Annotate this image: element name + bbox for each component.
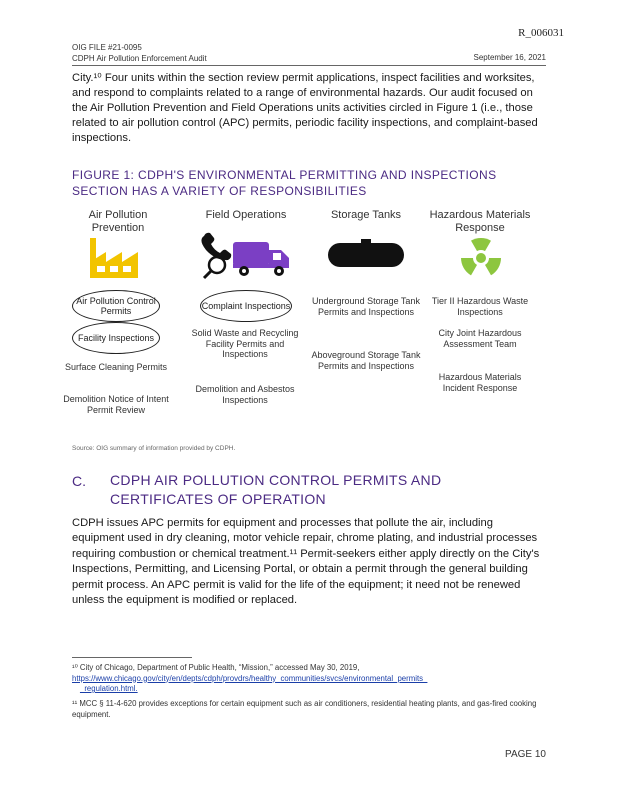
header-report-title: CDPH Air Pollution Enforcement Audit (72, 54, 207, 63)
item-surface-cleaning-permits: Surface Cleaning Permits (64, 362, 168, 372)
page-number: PAGE 10 (505, 749, 546, 760)
factory-icon (88, 236, 150, 280)
phone-truck-magnifier-icon (200, 230, 295, 282)
radiation-icon (459, 236, 503, 280)
item-underground-storage-tank: Underground Storage Tank Permits and Inspections (312, 296, 420, 317)
item-demolition-asbestos: Demolition and Asbestos Inspections (195, 384, 295, 405)
intro-paragraph: City.¹⁰ Four units within the section review permit applications, inspect facilities and worksites, and respond to complaints related to a range of environmental hazards. Our audit focused on the Air Pollution Prevention and Field Operations units activities circled in Figure 1 (i.e., those related to air pollution control (APC) permits, periodic facility inspections, and complaint-based inspections. (72, 72, 538, 144)
section-letter: C. (72, 473, 86, 489)
oval-air-pollution-control-permits: Air Pollution Control Permits (72, 290, 160, 322)
footnote-10-text: ¹⁰ City of Chicago, Department of Public Health, “Mission,” accessed May 30, 2019, (72, 663, 360, 672)
column-header-storage-tanks: Storage Tanks (330, 209, 402, 221)
storage-tank-icon (326, 238, 406, 268)
footnote-divider (72, 657, 192, 658)
footnote-10 (72, 663, 546, 695)
footnote-10-link-cont[interactable]: _regulation.html. (80, 684, 138, 693)
item-hazmat-incident-response: Hazardous Materials Incident Response (438, 372, 522, 393)
document-header (72, 42, 207, 64)
item-aboveground-storage-tank: Aboveground Storage Tank Permits and Inspections (311, 350, 421, 371)
item-demolition-notice: Demolition Notice of Intent Permit Review (63, 394, 169, 415)
figure-source: Source: OIG summary of information provided by CDPH. (72, 445, 236, 452)
section-title-line-1: CDPH AIR POLLUTION CONTROL PERMITS AND (110, 472, 442, 488)
oval-facility-inspections: Facility Inspections (72, 322, 160, 354)
item-solid-waste-permits: Solid Waste and Recycling Facility Permits and Inspections (191, 328, 299, 359)
header-file-number: OIG FILE #21-0095 (72, 43, 142, 52)
header-divider (72, 65, 546, 66)
figure-title (72, 167, 546, 199)
oval-complaint-inspections: Complaint Inspections (200, 290, 292, 322)
section-title (110, 471, 441, 509)
footnote-10-link[interactable]: https://www.chicago.gov/city/en/depts/cdph/provdrs/healthy_communities/svcs/environmental_permits_ (72, 673, 428, 683)
item-tier-ii-hazardous-waste: Tier II Hazardous Waste Inspections (431, 296, 529, 317)
column-header-hazardous-materials: Hazardous Materials Response (429, 209, 531, 234)
column-header-field-operations: Field Operations (205, 209, 287, 221)
column-header-air-pollution: Air Pollution Prevention (88, 209, 148, 234)
figure-title-line-2: SECTION HAS A VARIETY OF RESPONSIBILITIES (72, 184, 367, 198)
header-date: September 16, 2021 (473, 53, 546, 62)
bates-number: R_006031 (518, 27, 564, 39)
section-title-line-2: CERTIFICATES OF OPERATION (110, 491, 326, 507)
body-paragraph: CDPH issues APC permits for equipment and processes that pollute the air, including equipment used in dry cleaning, motor vehicle repair, chrome plating, and industrial processes requiring combustion or chemical treatment.¹¹ Permit-seekers either apply directly on the City's Inspections, Permitting, and Licensing Portal, or obtain a permit through the general building permit process. An APC permit is valid for the life of the equipment; it need not be renewed unless the equipment is modified or replaced. (72, 517, 540, 607)
footnote-11: ¹¹ MCC § 11-4-620 provides exceptions for certain equipment such as air conditioners, residential heating plants, and gas-fired cooking equipment. (72, 699, 537, 719)
figure-title-line-1: FIGURE 1: CDPH'S ENVIRONMENTAL PERMITTING AND INSPECTIONS (72, 168, 497, 182)
item-city-joint-hazardous-team: City Joint Hazardous Assessment Team (438, 328, 522, 349)
